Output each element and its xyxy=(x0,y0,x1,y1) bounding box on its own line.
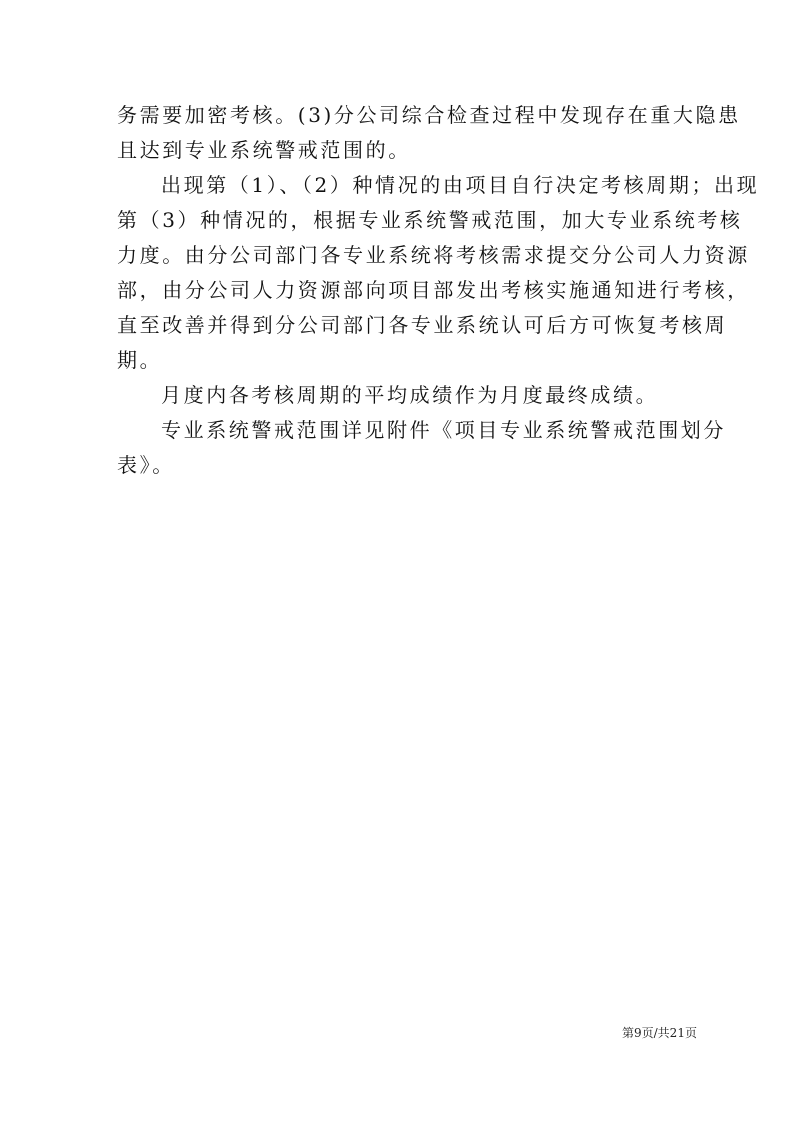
text-line: 直至改善并得到分公司部门各专业系统认可后方可恢复考核周 xyxy=(117,313,728,337)
text-line: 部，由分公司人力资源部向项目部发出考核实施通知进行考核， xyxy=(117,278,750,302)
document-body xyxy=(117,98,760,483)
text-line: 专业系统警戒范围详见附件《项目专业系统警戒范围划分 xyxy=(161,418,726,442)
text-line: 表》。 xyxy=(117,453,175,477)
text-line: 力度。由分公司部门各专业系统将考核需求提交分公司人力资源 xyxy=(117,243,750,267)
page-number: 第9页/共21页 xyxy=(622,1026,697,1040)
text-line: 务需要加密考核。(3)分公司综合检查过程中发现存在重大隐患 xyxy=(117,103,741,127)
text-line: 期。 xyxy=(117,348,163,372)
text-line: 出现第（1）、（2）种情况的由项目自行决定考核周期；出现 xyxy=(161,173,760,197)
text-line: 第（3）种情况的，根据专业系统警戒范围，加大专业系统考核 xyxy=(117,208,743,232)
text-line: 且达到专业系统警戒范围的。 xyxy=(117,138,411,162)
text-line: 月度内各考核周期的平均成绩作为月度最终成绩。 xyxy=(161,383,659,407)
